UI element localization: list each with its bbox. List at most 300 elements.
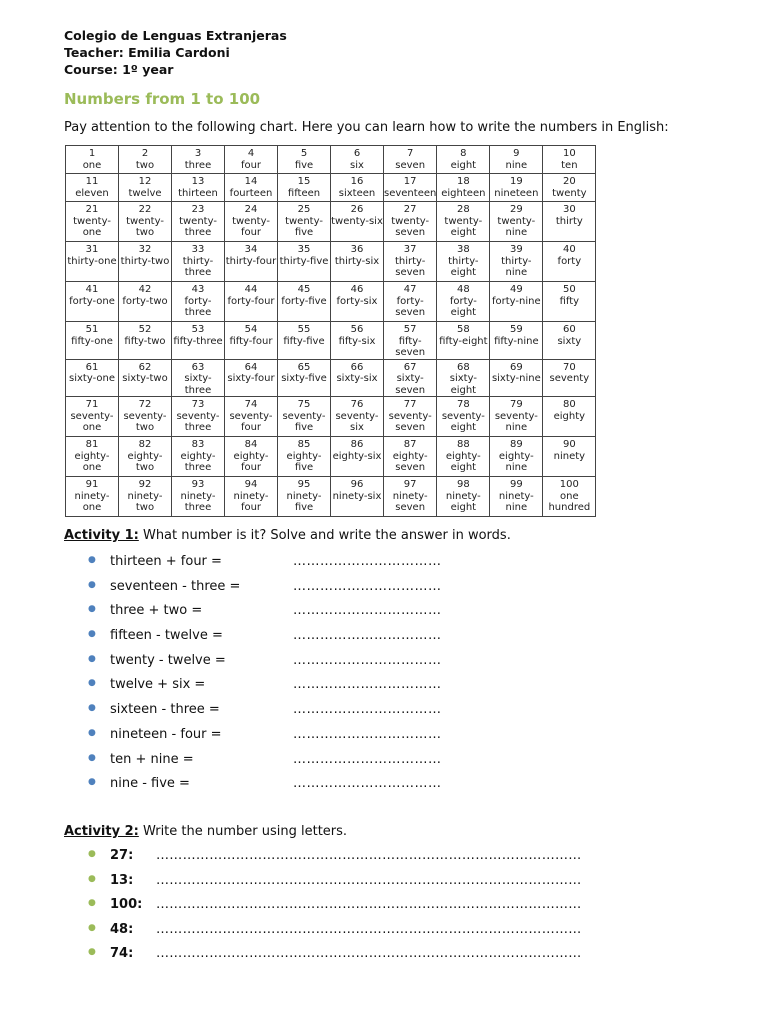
cell-number: 50 xyxy=(562,284,576,295)
answer-blank: …………………………………………………………………………………… xyxy=(156,872,582,888)
cell-number: 95 xyxy=(297,479,311,490)
chart-cell xyxy=(543,322,596,360)
chart-row xyxy=(66,397,596,437)
chart-cell xyxy=(66,282,119,322)
chart-cell xyxy=(384,437,437,477)
activity-1-label: Activity 1: xyxy=(64,528,139,543)
cell-number: 62 xyxy=(138,361,152,373)
cell-word: eight xyxy=(450,159,477,171)
chart-cell xyxy=(331,202,384,242)
answer-blank: …………………………………………………………………………………… xyxy=(156,897,582,912)
chart-cell xyxy=(543,437,596,477)
cell-number: 61 xyxy=(85,361,99,373)
cell-number: 57 xyxy=(403,324,417,335)
cell-word: eighty-nine xyxy=(498,450,534,473)
cell-number: 78 xyxy=(456,399,470,410)
number-label: 48: xyxy=(110,921,134,937)
cell-word: sixty-eight xyxy=(449,373,477,396)
cell-word: eighty-two xyxy=(127,450,163,473)
chart-cell xyxy=(543,282,596,322)
cell-number: 1 xyxy=(88,148,96,159)
answer-blank: …………………………… xyxy=(293,702,442,718)
cell-number: 8 xyxy=(460,148,467,159)
cell-word: ninety-nine xyxy=(498,490,534,513)
chart-cell xyxy=(437,359,490,397)
chart-cell xyxy=(172,322,225,360)
cell-number: 69 xyxy=(509,361,523,373)
activity-2-label: Activity 2: xyxy=(64,824,139,839)
cell-number: 14 xyxy=(244,176,258,187)
chart-cell xyxy=(437,322,490,360)
chart-cell xyxy=(119,437,172,477)
cell-number: 49 xyxy=(509,284,523,295)
cell-number: 98 xyxy=(456,479,470,490)
cell-number: 73 xyxy=(191,399,205,410)
chart-cell xyxy=(543,242,596,282)
chart-cell xyxy=(172,174,225,202)
cell-word: seventy-five xyxy=(282,410,326,433)
cell-word: thirty-nine xyxy=(501,255,532,278)
cell-number: 18 xyxy=(456,176,470,187)
chart-cell xyxy=(384,322,437,360)
bullet-icon: ● xyxy=(88,604,96,615)
cell-number: 65 xyxy=(297,361,311,373)
cell-number: 85 xyxy=(297,439,311,450)
activity-1-instruction: What number is it? Solve and write the answer in words. xyxy=(138,528,511,543)
cell-number: 22 xyxy=(138,204,152,215)
chart-cell xyxy=(490,477,543,517)
cell-number: 52 xyxy=(138,324,152,335)
cell-word: fifteen xyxy=(287,187,321,199)
cell-word: eleven xyxy=(75,187,109,199)
exercise-expression: thirteen + four = xyxy=(110,554,222,569)
cell-word: fifty-two xyxy=(124,335,166,347)
cell-number: 2 xyxy=(141,148,149,159)
chart-cell xyxy=(437,146,490,174)
cell-number: 35 xyxy=(297,244,311,255)
cell-number: 71 xyxy=(85,399,99,410)
answer-blank: …………………………… xyxy=(293,677,442,693)
cell-word: one xyxy=(82,159,102,171)
cell-word: fifty-seven xyxy=(395,335,426,358)
cell-word: seven xyxy=(395,159,426,171)
chart-cell xyxy=(278,397,331,437)
cell-number: 96 xyxy=(350,479,364,490)
chart-cell xyxy=(225,477,278,517)
chart-cell xyxy=(66,397,119,437)
chart-row xyxy=(66,437,596,477)
cell-number: 37 xyxy=(403,244,417,255)
chart-cell xyxy=(225,174,278,202)
number-label: 74: xyxy=(110,946,134,961)
cell-number: 47 xyxy=(403,284,417,295)
cell-number: 79 xyxy=(509,399,523,410)
cell-word: twenty-four xyxy=(232,215,270,238)
chart-cell xyxy=(225,146,278,174)
bullet-icon: ● xyxy=(88,752,96,763)
cell-word: thirty-eight xyxy=(448,255,479,278)
answer-blank: …………………………… xyxy=(293,578,442,594)
cell-number: 38 xyxy=(456,244,470,255)
cell-word: seventy-three xyxy=(176,410,220,433)
cell-number: 89 xyxy=(509,439,523,450)
number-label: 13: xyxy=(110,872,134,888)
chart-cell xyxy=(437,397,490,437)
cell-number: 70 xyxy=(562,361,576,373)
cell-word: four xyxy=(240,159,262,171)
cell-word: sixty-four xyxy=(227,373,275,384)
cell-number: 43 xyxy=(191,284,205,295)
chart-cell xyxy=(384,359,437,397)
cell-word: forty-five xyxy=(281,295,327,307)
cell-number: 60 xyxy=(562,324,576,335)
cell-word: seventy-six xyxy=(335,410,379,433)
chart-row xyxy=(66,146,596,174)
cell-word: forty-two xyxy=(122,295,168,307)
activity-2-heading xyxy=(64,824,347,839)
cell-word: five xyxy=(294,159,314,171)
exercise-expression: fifteen - twelve = xyxy=(110,628,223,644)
cell-number: 6 xyxy=(353,148,361,159)
chart-cell xyxy=(490,359,543,397)
cell-word: twenty-eight xyxy=(444,215,483,238)
chart-cell xyxy=(543,202,596,242)
chart-cell xyxy=(331,397,384,437)
chart-cell xyxy=(437,242,490,282)
chart-cell xyxy=(225,359,278,397)
chart-cell xyxy=(66,242,119,282)
cell-number: 92 xyxy=(138,479,152,490)
chart-cell xyxy=(66,146,119,174)
cell-word: twenty-five xyxy=(285,215,323,238)
teacher-name: Teacher: Emilia Cardoni xyxy=(64,45,230,60)
cell-number: 5 xyxy=(300,148,308,159)
cell-number: 45 xyxy=(297,284,311,295)
cell-number: 68 xyxy=(456,361,470,373)
cell-word: thirty-seven xyxy=(394,255,426,278)
cell-number: 67 xyxy=(403,361,417,373)
chart-cell xyxy=(331,174,384,202)
document-header xyxy=(64,27,287,78)
bullet-icon: ● xyxy=(88,727,96,738)
chart-cell xyxy=(543,174,596,202)
cell-word: twenty-nine xyxy=(497,215,536,238)
chart-cell xyxy=(490,146,543,174)
chart-cell xyxy=(278,146,331,174)
cell-word: twenty-two xyxy=(126,215,164,238)
cell-number: 3 xyxy=(194,148,202,159)
chart-cell xyxy=(66,477,119,517)
cell-number: 46 xyxy=(350,284,364,295)
answer-blank: …………………………… xyxy=(293,751,442,767)
cell-number: 9 xyxy=(513,148,520,159)
chart-cell xyxy=(384,174,437,202)
cell-word: fifty xyxy=(559,295,580,307)
cell-word: sixty-seven xyxy=(395,373,426,396)
cell-number: 99 xyxy=(509,479,523,490)
chart-cell xyxy=(225,242,278,282)
cell-word: sixteen xyxy=(338,187,376,199)
cell-word: ninety-one xyxy=(74,490,110,513)
cell-number: 77 xyxy=(403,399,417,410)
cell-word: forty-four xyxy=(227,295,275,307)
cell-number: 84 xyxy=(244,439,258,450)
bullet-icon: ● xyxy=(88,898,96,908)
cell-number: 75 xyxy=(297,399,311,410)
cell-word: fifty-six xyxy=(338,335,376,347)
cell-word: ninety-four xyxy=(233,490,269,513)
cell-word: forty-three xyxy=(184,295,212,318)
chart-cell xyxy=(331,322,384,360)
cell-word: ninety-three xyxy=(180,490,216,513)
cell-word: nine xyxy=(505,159,528,171)
answer-blank: …………………………… xyxy=(293,776,442,792)
cell-number: 10 xyxy=(562,148,576,159)
chart-cell xyxy=(384,477,437,517)
cell-word: forty-one xyxy=(69,295,115,307)
cell-word: seventy-eight xyxy=(441,410,485,433)
chart-cell xyxy=(331,437,384,477)
bullet-icon: ● xyxy=(88,629,96,640)
bullet-icon: ● xyxy=(88,703,96,714)
exercise-expression: three + two = xyxy=(110,603,203,619)
cell-number: 74 xyxy=(244,399,258,410)
cell-word: thirty-five xyxy=(279,255,329,267)
chart-cell xyxy=(490,174,543,202)
cell-word: fifty-four xyxy=(229,335,273,347)
answer-blank: …………………………………………………………………………………… xyxy=(156,946,582,961)
cell-word: one hundred xyxy=(548,490,591,513)
bullet-icon: ● xyxy=(88,922,96,933)
chart-row xyxy=(66,282,596,322)
chart-cell xyxy=(278,242,331,282)
cell-word: fourteen xyxy=(229,187,273,199)
cell-number: 24 xyxy=(244,204,258,215)
chart-cell xyxy=(172,282,225,322)
chart-cell xyxy=(331,146,384,174)
cell-word: thirty xyxy=(555,215,583,227)
cell-number: 83 xyxy=(191,439,205,450)
cell-word: sixty-nine xyxy=(491,373,541,384)
cell-word: eighty-one xyxy=(74,450,110,473)
cell-number: 88 xyxy=(456,439,470,450)
bullet-icon: ● xyxy=(88,947,96,957)
number-label: 100: xyxy=(110,897,143,912)
cell-word: eighty-four xyxy=(233,450,269,473)
chart-cell xyxy=(172,359,225,397)
cell-number: 25 xyxy=(297,204,311,215)
cell-number: 19 xyxy=(509,176,523,187)
cell-word: sixty xyxy=(557,335,582,347)
cell-word: forty-seven xyxy=(395,295,426,318)
chart-cell xyxy=(225,397,278,437)
cell-number: 29 xyxy=(509,204,523,215)
cell-number: 36 xyxy=(350,244,364,255)
bullet-icon: ● xyxy=(88,873,96,884)
cell-word: eighty-three xyxy=(180,450,216,473)
bullet-icon: ● xyxy=(88,579,96,590)
exercise-expression: ten + nine = xyxy=(110,751,194,767)
cell-word: fifty-one xyxy=(71,335,113,347)
chart-cell xyxy=(490,242,543,282)
chart-cell xyxy=(384,242,437,282)
chart-cell xyxy=(331,282,384,322)
numbers-chart xyxy=(65,145,596,517)
cell-number: 58 xyxy=(456,324,470,335)
cell-number: 97 xyxy=(403,479,417,490)
cell-word: seventy-two xyxy=(123,410,167,433)
chart-cell xyxy=(225,437,278,477)
cell-word: ten xyxy=(561,159,578,171)
cell-number: 28 xyxy=(456,204,470,215)
cell-number: 12 xyxy=(138,176,152,187)
cell-word: sixty-two xyxy=(122,373,168,384)
cell-word: sixty-one xyxy=(69,373,115,384)
chart-cell xyxy=(119,242,172,282)
chart-cell xyxy=(331,242,384,282)
cell-number: 20 xyxy=(562,176,576,187)
exercise-expression: seventeen - three = xyxy=(110,578,241,594)
cell-number: 27 xyxy=(403,204,417,215)
cell-word: eighteen xyxy=(441,187,486,199)
cell-number: 4 xyxy=(247,148,255,159)
cell-word: ninety-seven xyxy=(392,490,428,513)
cell-number: 48 xyxy=(456,284,470,295)
cell-word: thirty-six xyxy=(334,255,380,267)
cell-number: 91 xyxy=(85,479,99,490)
cell-word: eighty xyxy=(553,410,586,422)
cell-word: fifty-five xyxy=(283,335,325,347)
chart-cell xyxy=(384,397,437,437)
school-name: Colegio de Lenguas Extranjeras xyxy=(64,28,287,43)
chart-cell xyxy=(225,282,278,322)
cell-number: 76 xyxy=(350,399,364,410)
answer-blank: …………………………… xyxy=(293,603,442,619)
chart-cell xyxy=(543,477,596,517)
cell-word: thirty-one xyxy=(67,255,117,267)
chart-cell xyxy=(119,397,172,437)
cell-number: 40 xyxy=(562,244,576,255)
cell-word: seventy-nine xyxy=(494,410,538,433)
chart-cell xyxy=(119,202,172,242)
cell-word: eighty-eight xyxy=(445,450,481,473)
cell-number: 100 xyxy=(559,479,579,490)
cell-word: thirty-four xyxy=(225,255,277,267)
chart-cell xyxy=(66,359,119,397)
answer-blank: …………………………… xyxy=(293,628,442,644)
chart-row xyxy=(66,242,596,282)
chart-row xyxy=(66,477,596,517)
activity-1-heading xyxy=(64,528,511,543)
cell-number: 51 xyxy=(85,324,99,335)
cell-word: fifty-three xyxy=(173,335,223,347)
exercise-expression: nine - five = xyxy=(110,776,190,792)
cell-number: 55 xyxy=(297,324,311,335)
cell-word: fifty-eight xyxy=(439,335,488,347)
cell-word: three xyxy=(184,159,212,171)
cell-word: twenty-three xyxy=(179,215,217,238)
cell-number: 41 xyxy=(85,284,99,295)
exercise-expression: nineteen - four = xyxy=(110,726,222,742)
chart-cell xyxy=(437,437,490,477)
chart-row xyxy=(66,202,596,242)
chart-cell xyxy=(490,202,543,242)
chart-cell xyxy=(119,174,172,202)
chart-cell xyxy=(490,397,543,437)
cell-word: sixty-three xyxy=(184,373,212,396)
cell-word: sixty-five xyxy=(281,373,327,384)
chart-cell xyxy=(172,146,225,174)
cell-number: 39 xyxy=(509,244,523,255)
chart-cell xyxy=(384,146,437,174)
bullet-icon: ● xyxy=(88,678,96,689)
cell-word: seventy-four xyxy=(229,410,273,433)
cell-word: ninety-two xyxy=(127,490,163,513)
cell-number: 56 xyxy=(350,324,364,335)
chart-cell xyxy=(278,174,331,202)
answer-blank: …………………………… xyxy=(293,652,442,668)
chart-cell xyxy=(278,282,331,322)
chart-cell xyxy=(278,437,331,477)
cell-word: eighty-seven xyxy=(392,450,428,473)
cell-word: sixty-six xyxy=(336,373,378,384)
answer-blank: …………………………………………………………………………………… xyxy=(156,921,582,937)
chart-cell xyxy=(490,322,543,360)
chart-row xyxy=(66,174,596,202)
chart-cell xyxy=(490,437,543,477)
cell-word: seventy-one xyxy=(70,410,114,433)
cell-word: fifty-nine xyxy=(494,335,539,347)
answer-blank: …………………………… xyxy=(293,554,442,569)
chart-cell xyxy=(543,359,596,397)
cell-number: 44 xyxy=(244,284,258,295)
cell-word: twelve xyxy=(128,187,162,199)
cell-word: thirteen xyxy=(178,187,218,199)
cell-word: ninety xyxy=(553,450,586,462)
chart-cell xyxy=(278,322,331,360)
cell-word: forty-six xyxy=(336,295,378,307)
chart-cell xyxy=(172,202,225,242)
cell-number: 23 xyxy=(191,204,205,215)
cell-number: 31 xyxy=(85,244,99,255)
chart-cell xyxy=(119,146,172,174)
cell-number: 63 xyxy=(191,361,205,373)
chart-cell xyxy=(66,202,119,242)
exercise-expression: twenty - twelve = xyxy=(110,652,226,668)
chart-cell xyxy=(172,397,225,437)
cell-number: 72 xyxy=(138,399,152,410)
chart-row xyxy=(66,322,596,360)
chart-cell xyxy=(172,437,225,477)
cell-word: twenty-seven xyxy=(391,215,430,238)
cell-word: ninety-six xyxy=(332,490,382,502)
chart-cell xyxy=(119,477,172,517)
chart-cell xyxy=(119,322,172,360)
cell-word: forty-eight xyxy=(449,295,477,318)
page-title: Numbers from 1 to 100 xyxy=(64,90,261,108)
cell-word: thirty-two xyxy=(120,255,170,267)
chart-cell xyxy=(278,359,331,397)
bullet-icon: ● xyxy=(88,777,96,788)
cell-number: 90 xyxy=(562,439,576,450)
cell-number: 7 xyxy=(406,148,414,159)
cell-word: twenty-one xyxy=(73,215,111,238)
chart-cell xyxy=(437,174,490,202)
chart-cell xyxy=(119,282,172,322)
chart-cell xyxy=(66,437,119,477)
cell-number: 94 xyxy=(244,479,258,490)
answer-blank: …………………………………………………………………………………… xyxy=(156,848,582,863)
